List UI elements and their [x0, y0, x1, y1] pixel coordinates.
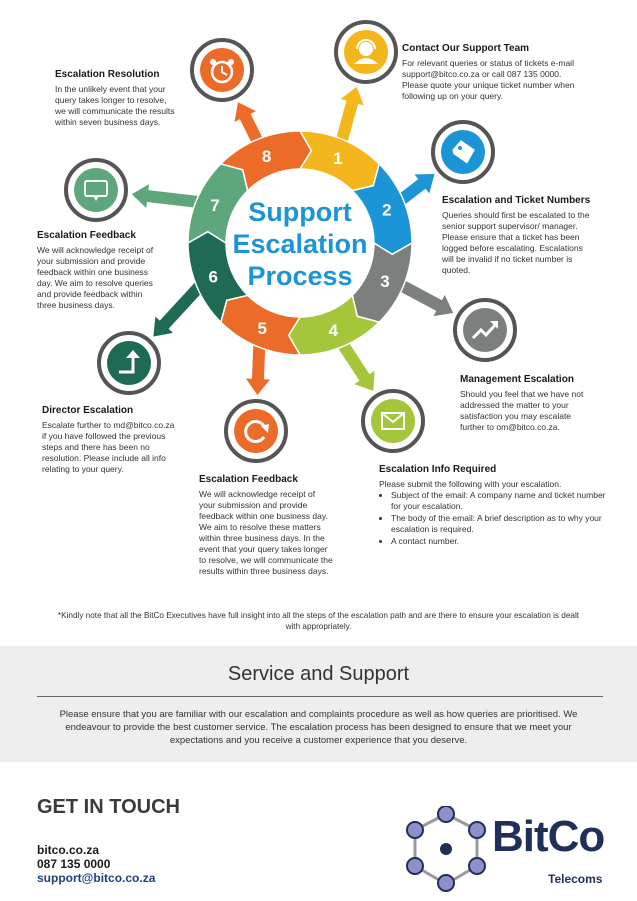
list-item: • A contact number. [391, 536, 609, 547]
info-required-list [379, 490, 609, 547]
info-required-section [379, 464, 609, 548]
step-number-6: 6 [208, 267, 218, 287]
email-link[interactable]: support@bitco.co.za [37, 871, 156, 885]
step-7-connector-arrow [132, 184, 203, 208]
director-heading: Director Escalation [42, 405, 134, 416]
ticket-numbers-text: Queries should first be escalated to the senior support supervisor/ manager. Please ensure that a ticket has been logged before escalating. Escalations will be invalid if no ticket number is quoted. [442, 210, 590, 275]
chat-bubble-icon [66, 160, 126, 220]
feedback-5-section [199, 474, 374, 577]
service-title: Service and Support [227, 663, 410, 685]
step-number-4: 4 [328, 320, 339, 340]
logo-subtitle: Telecoms [548, 872, 603, 886]
info-required-heading: Escalation Info Required [379, 464, 497, 475]
resolution-heading: Escalation Resolution [55, 69, 160, 80]
feedback-7-text: We will acknowledge receipt of your submission and provide feedback within one business day. We aim to resolve queries and provide feedback within three business days. [37, 245, 154, 310]
resolution-section [55, 69, 215, 128]
center-title-line: Process [247, 261, 353, 291]
email-icon [363, 391, 423, 451]
feedback-5-heading: Escalation Feedback [199, 474, 298, 485]
ticket-numbers-section [442, 195, 632, 276]
ticket-tag-icon [433, 122, 493, 182]
divider [37, 696, 603, 697]
step-number-5: 5 [257, 318, 267, 338]
list-item: • The body of the email: A brief description as to why your escalation is required. [391, 513, 609, 535]
executives-footnote: *Kindly note that all the BitCo Executives have full insight into all the steps of the escalation path and are there to ensure your escalation is dealt with appropriately. [57, 611, 580, 631]
center-title-line: Support [248, 197, 352, 227]
escalate-arrow-icon [99, 333, 159, 393]
management-section [460, 374, 630, 433]
center-title-line: Escalation [232, 229, 368, 259]
resolution-text: In the unlikely event that your query takes longer to resolve, we will communicate the results within seven business days. [55, 84, 175, 127]
director-section [42, 405, 212, 475]
feedback-5-text: We will acknowledge receipt of your submission and provide feedback within one business day. We aim to resolve these matters within three business days. In the event that your query takes longer to resolve, we will communicate the results within three business days. [199, 489, 333, 576]
list-item: • Subject of the email: A company name and ticket number for your escalation. [391, 490, 609, 512]
management-heading: Management Escalation [460, 374, 574, 385]
step-number-8: 8 [261, 147, 272, 167]
step-number-3: 3 [380, 271, 390, 291]
contact-team-heading: Contact Our Support Team [402, 43, 530, 54]
logo-name: BitCo [492, 812, 605, 861]
website-link[interactable]: bitco.co.za [37, 843, 100, 857]
contact-team-text: For relevant queries or status of tickets e-mail support@bitco.co.za or call 087 135 0000. Please quote your unique ticket number when following up on your query. [402, 58, 575, 101]
headset-icon [336, 22, 396, 82]
step-number-2: 2 [382, 200, 392, 220]
service-text: Please ensure that you are familiar with our escalation and complaints procedure as well as how queries are prioritised. We endeavour to provide the best customer service. The escalation process has been designed to ensure that we meet your expectations and you receive a customer experience that you deserve. [59, 709, 578, 746]
step-number-7: 7 [210, 196, 220, 216]
get-in-touch-title: GET IN TOUCH [37, 796, 180, 818]
director-text: Escalate further to md@bitco.co.za if you have followed the previous steps and there has been no resolution. Please include all info relating to your query. [42, 420, 175, 474]
info-required-intro: Please submit the following with your escalation. [379, 479, 562, 489]
management-text: Should you feel that we have not addressed the matter to your satisfaction you may escalate further to om@bitco.co.za. [460, 389, 584, 432]
refresh-icon [226, 401, 286, 461]
contact-team-section [402, 43, 627, 102]
feedback-7-section [37, 230, 207, 311]
ticket-numbers-heading: Escalation and Ticket Numbers [442, 195, 591, 206]
trend-chart-icon [455, 300, 515, 360]
bitco-logo-mark [405, 806, 487, 892]
feedback-7-heading: Escalation Feedback [37, 230, 136, 241]
step-number-1: 1 [333, 149, 343, 169]
phone-number[interactable]: 087 135 0000 [37, 857, 111, 871]
